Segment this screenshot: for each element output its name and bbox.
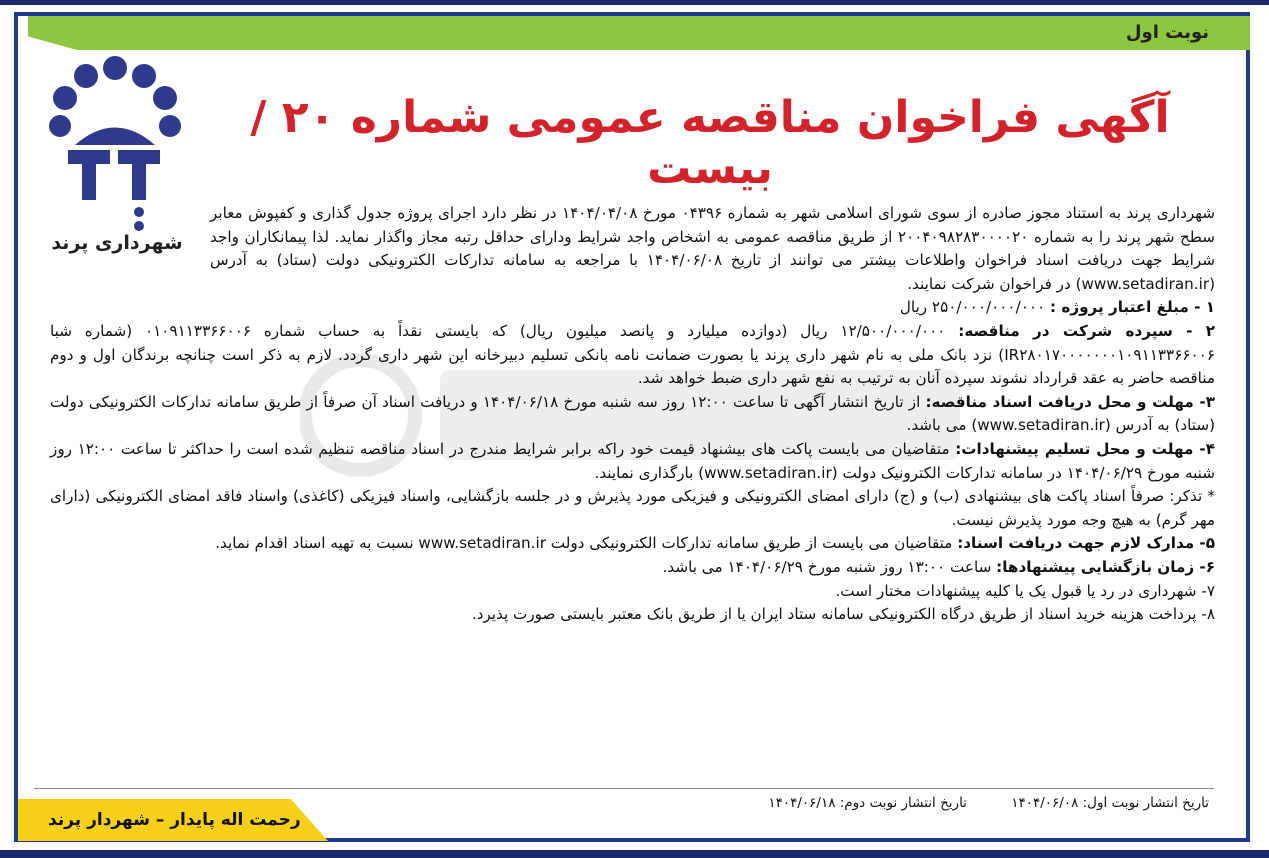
item-4-text: متقاضیان می بایست پاکت های بیشنهاد قیمت خود راکه برابر شرایط مندرج در اسناد مناقصه تنظیم شده است را حداکثر تا ساعت ۱۲:۰۰ روز شنبه مورخ ۱۴۰۴/۰۶/۲۹ در سامانه تدارکات الکترونیک دولت (www.setadiran.ir) بارگذاری نمایند. (50, 439, 1215, 482)
item-3-text: از تاریخ انتشار آگهی تا ساعت ۱۲:۰۰ روز سه شنبه مورخ ۱۴۰۴/۰۶/۱۸ و دریافت اسناد آن صرفاً از طریق سامانه تدارکات الکترونیکی دولت (ستاد) به آدرس (www.setadiran.ir) می باشد. (50, 392, 1215, 435)
note-item (50, 485, 1215, 532)
item-6-label: ۶- زمان بازگشایی پیشنهادها: (996, 557, 1215, 576)
item-8 (50, 603, 1215, 627)
bottom-border-line (0, 850, 1269, 858)
publish-dates (728, 795, 1209, 811)
item-5-label: ۵- مدارک لازم جهت دریافت اسناد: (957, 534, 1215, 553)
item-1-text: ۲۵۰/۰۰۰/۰۰۰/۰۰۰ ریال (899, 298, 1050, 317)
second-publish-date: تاریخ انتشار نوبت دوم: ۱۴۰۴/۰۶/۱۸ (768, 795, 967, 811)
item-1-label: ۱ - مبلغ اعتبار پروژه : (1050, 298, 1215, 317)
item-2 (50, 320, 1215, 391)
item-3-label: ۳- مهلت و محل دریافت اسناد مناقصه: (925, 392, 1215, 411)
item-5-text: متقاضیان می بایست از طریق سامانه تدارکات الکترونیکی دولت www.setadiran.ir نسبت به تهیه اسناد اقدام نماید. (215, 534, 958, 553)
item-2-text: ۱۲/۵۰۰/۰۰۰/۰۰۰ ریال (دوازده میلیارد و پانصد میلیون ریال) که بایستی نقداً به حساب شماره ۰۱۰۹۱۱۳۳۶۶۰۰۶ (شماره شبا IR۲۸۰۱۷۰۰۰۰۰۰۰۱۰۹۱۱۳۳۶۶۰۰۶) نزد بانک ملی به نام شهر داری پرند یا بصورت ضمانت نامه بانکی تسلیم دبیرخانه این شهر داری گردد. لازم به ذکر است چنانچه برندگان اول و دوم مناقصه حاضر به عقد قرارداد نشوند سپرده آنان به ترتیب به نفع شهر داری ضبط خواهد شد. (50, 321, 1215, 388)
notice-body (50, 202, 1215, 627)
logo-org-name: شهرداری پرند (51, 232, 183, 254)
note-text: * تذکر: صرفاً اسناد پاکت های بیشنهادی (ب) و (ج) دارای امضای الکترونیکی و فیزیکی مورد پذیرش و در جلسه بازگشایی، واسناد فیزیکی (کاغذی) واسناد فاقد امضای الکترونیکی (دارای مهر گرم) به هیچ وجه مورد پذیرش نیست. (50, 487, 1215, 529)
footer-divider (34, 788, 1214, 789)
notice-title: آگهی فراخوان مناقصه عمومی شماره ۲۰ / بیست (250, 92, 1170, 194)
mayor-signature: رحمت اله پایدار – شهردار پرند (48, 810, 301, 830)
green-header-bar (28, 16, 1250, 50)
item-3 (50, 391, 1215, 438)
item-4-label: ۴- مهلت و محل تسلیم پیشنهادات: (955, 439, 1215, 458)
item-1 (50, 296, 1215, 320)
item-8-text: ۸- پرداخت هزینه خرید اسناد از طریق درگاه الکترونیکی سامانه ستاد ایران یا از طریق بانک معتبر بایستی صورت پذیرد. (471, 605, 1215, 624)
item-4 (50, 438, 1215, 485)
first-publish-date: تاریخ انتشار نوبت اول: ۱۴۰۴/۰۶/۰۸ (1011, 795, 1209, 811)
item-6-text: ساعت ۱۳:۰۰ روز شنبه مورخ ۱۴۰۴/۰۶/۲۹ می باشد. (662, 557, 997, 576)
round-label: نوبت اول (1125, 22, 1209, 43)
item-7 (50, 580, 1215, 604)
top-border-line (0, 0, 1269, 5)
item-6 (50, 556, 1215, 580)
item-2-label: ۲ - سپرده شرکت در مناقصه: (958, 321, 1215, 340)
item-7-text: ۷- شهرداری در رد یا قبول یک یا کلیه پیشنهادات مختار است. (835, 581, 1215, 600)
item-5 (50, 532, 1215, 556)
intro-paragraph: شهرداری پرند به استناد مجوز صادره از سوی شورای اسلامی شهر به شماره ۰۴۳۹۶ مورخ ۱۴۰۴/۰۴/۰۸ در نظر دارد اجرای پروژه جدول گذاری و کفپوش معابر سطح شهر پرند را به شماره ۲۰۰۴۰۹۸۲۸۳۰۰۰۰۲۰ از طریق مناقصه عمومی به اشخاص واجد شرایط ودارای حداقل رتبه مجاز واگذار نماید. لذا پیمانکاران واجد شرایط جهت دریافت اسناد فراخوان واطلاعات بیشتر می توانند از تاریخ ۱۴۰۴/۰۶/۰۸ با مراجعه به سامانه تدارکات الکترونیکی دولت (ستاد) به آدرس (www.setadiran.ir) در فراخوان شرکت نمایند. (210, 204, 1216, 293)
